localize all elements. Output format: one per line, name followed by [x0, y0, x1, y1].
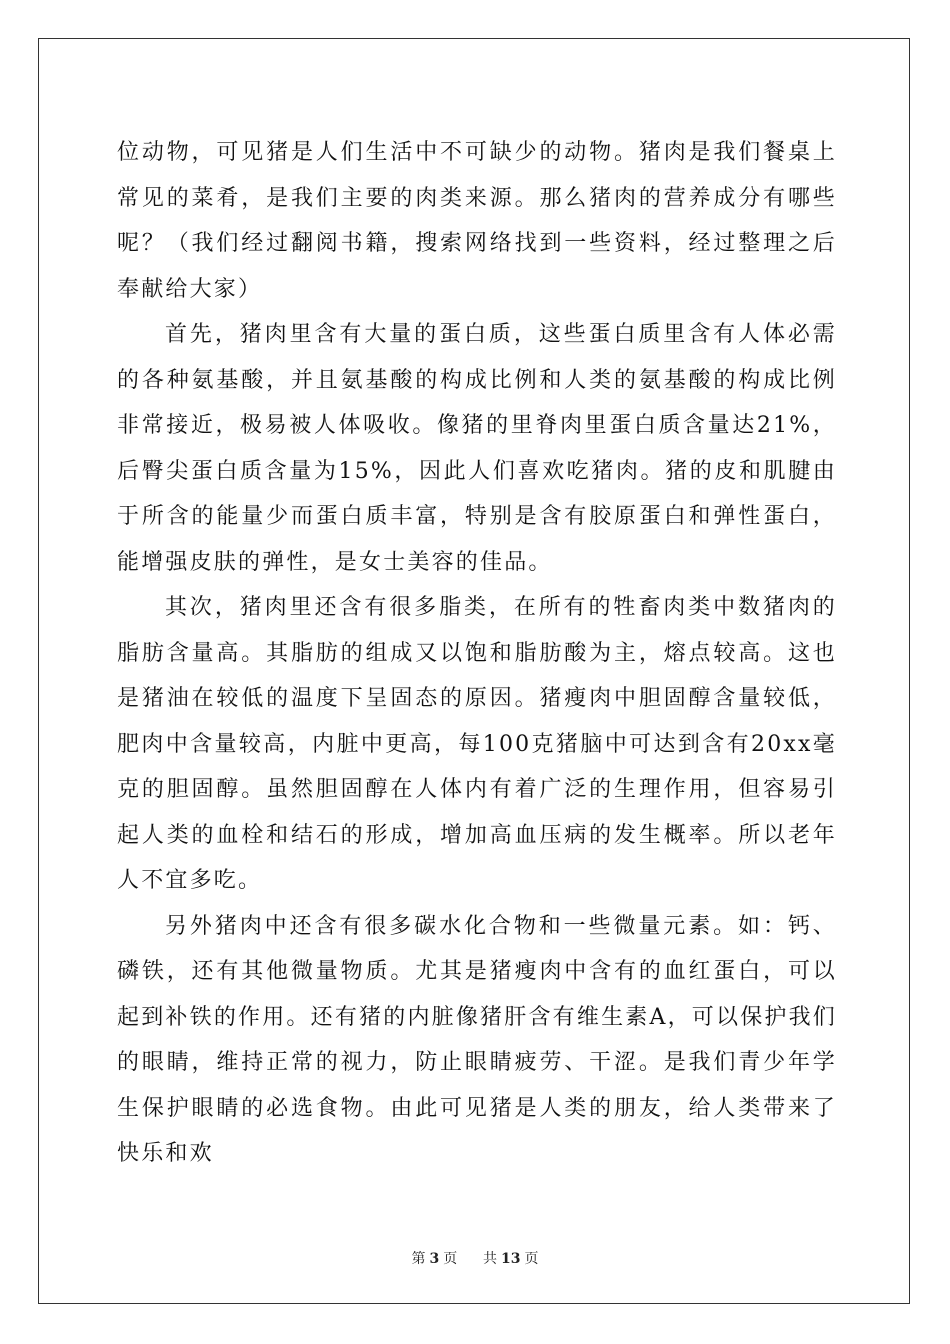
total-suffix: 页 [524, 1251, 539, 1267]
document-body [117, 130, 837, 1177]
paragraph-3: 其次，猪肉里还含有很多脂类，在所有的牲畜肉类中数猪肉的脂肪含量高。其脂肪的组成又以饱和脂肪酸为主，熔点较高。这也是猪油在较低的温度下呈固态的原因。猪瘦肉中胆固醇含量较低，肥肉中含量较高，内脏中更高，每100克猪脑中可达到含有20xx毫克的胆固醇。虽然胆固醇在人体内有着广泛的生理作用，但容易引起人类的血栓和结石的形成，增加高血压病的发生概率。所以老年人不宜多吃。 [117, 595, 837, 893]
page-indicator [409, 1251, 459, 1267]
total-pages: 13 [501, 1251, 521, 1267]
page-prefix: 第 [411, 1251, 426, 1267]
page-footer [0, 1248, 950, 1268]
page-suffix: 页 [443, 1251, 458, 1267]
page-number: 3 [429, 1251, 440, 1267]
paragraph-1: 位动物，可见猪是人们生活中不可缺少的动物。猪肉是我们餐桌上常见的菜肴，是我们主要的肉类来源。那么猪肉的营养成分有哪些呢？（我们经过翻阅书籍，搜索网络找到一些资料，经过整理之后奉献给大家） [117, 140, 837, 302]
paragraph-2: 首先，猪肉里含有大量的蛋白质，这些蛋白质里含有人体必需的各种氨基酸，并且氨基酸的构成比例和人类的氨基酸的构成比例非常接近，极易被人体吸收。像猪的里脊肉里蛋白质含量达21%，后臀尖蛋白质含量为15%，因此人们喜欢吃猪肉。猪的皮和肌腱由于所含的能量少而蛋白质丰富，特别是含有胶原蛋白和弹性蛋白，能增强皮肤的弹性，是女士美容的佳品。 [117, 322, 837, 575]
total-prefix: 共 [483, 1251, 498, 1267]
paragraph-4: 另外猪肉中还含有很多碳水化合物和一些微量元素。如：钙、磷铁，还有其他微量物质。尤其是猪瘦肉中含有的血红蛋白，可以起到补铁的作用。还有猪的内脏像猪肝含有维生素A，可以保护我们的眼睛，维持正常的视力，防止眼睛疲劳、干涩。是我们青少年学生保护眼睛的必选食物。由此可见猪是人类的朋友，给人类带来了快乐和欢 [117, 913, 837, 1166]
total-pages-indicator [481, 1251, 540, 1267]
